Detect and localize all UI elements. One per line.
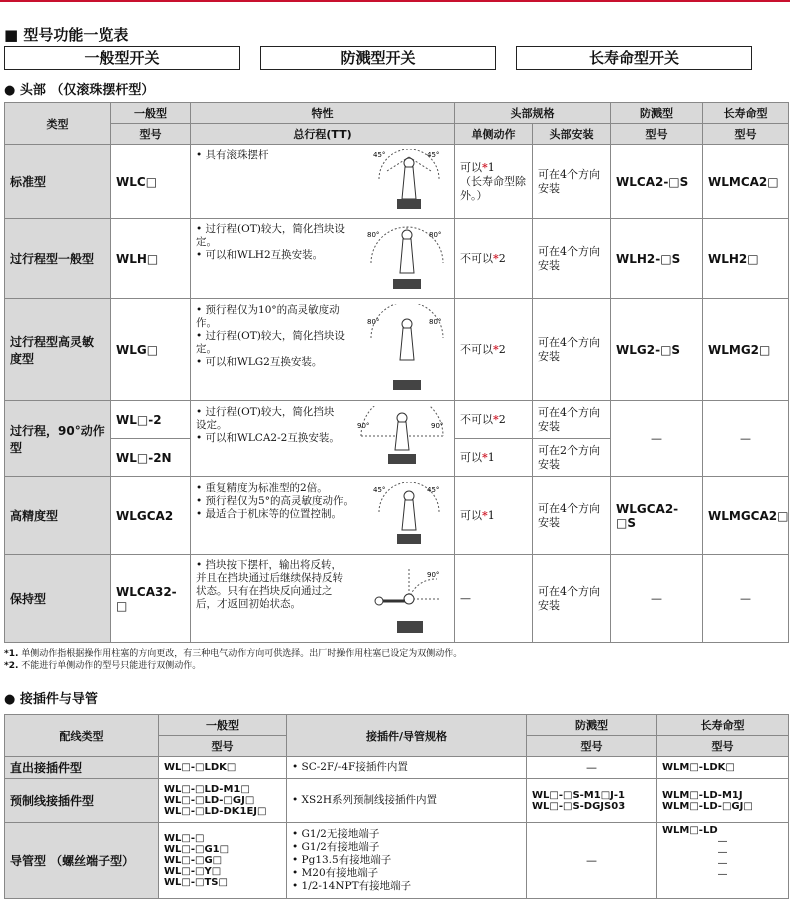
row-feature bbox=[191, 219, 455, 299]
spec-text: • XS2H系列预制线接插件内置 bbox=[287, 779, 527, 823]
table-row bbox=[5, 477, 789, 555]
row-feature bbox=[191, 401, 455, 477]
angle-right: 45° bbox=[427, 485, 440, 494]
table-row bbox=[5, 757, 789, 779]
h-mount: 头部安装 bbox=[533, 124, 611, 145]
table-row bbox=[5, 299, 789, 401]
general-switch-box: 一般型开关 bbox=[4, 46, 240, 70]
splash-switch-box: 防溅型开关 bbox=[260, 46, 496, 70]
angle-label: 90° bbox=[427, 570, 440, 579]
angle-left: 45° bbox=[373, 150, 386, 159]
row-feature bbox=[191, 555, 455, 643]
table-row bbox=[5, 823, 789, 899]
table-row bbox=[5, 555, 789, 643]
footnote-2: *2. 不能进行单侧动作的型号只能进行双侧动作。 bbox=[4, 661, 202, 671]
single-action: 不可以*2 bbox=[455, 219, 533, 299]
single-action: 不可以*2 bbox=[455, 299, 533, 401]
row-feature bbox=[191, 145, 455, 219]
splash-model: WLGCA2-□S bbox=[611, 477, 703, 555]
general-model: WL□-□LDK□ bbox=[159, 757, 287, 779]
h-long: 长寿命型 bbox=[657, 715, 789, 736]
row-model: WLGCA2 bbox=[111, 477, 191, 555]
table-row bbox=[5, 219, 789, 299]
single-action: 可以*1 bbox=[455, 439, 533, 477]
h-feature: 特性 bbox=[191, 103, 455, 124]
lever-diagram-icon bbox=[369, 559, 449, 639]
row-type: 标准型 bbox=[5, 145, 111, 219]
single-action: — bbox=[455, 555, 533, 643]
long-model: WLH2□ bbox=[703, 219, 789, 299]
angle-right: 80° bbox=[429, 317, 442, 326]
wiring-type: 导管型 （螺丝端子型） bbox=[5, 823, 159, 899]
long-model: WLMGCA2□ bbox=[703, 477, 789, 555]
lever-diagram-icon bbox=[369, 149, 449, 215]
row-model: WLC□ bbox=[111, 145, 191, 219]
h-splash: 防溅型 bbox=[527, 715, 657, 736]
h-long-sub: 型号 bbox=[703, 124, 789, 145]
lever-diagram-icon bbox=[365, 304, 449, 396]
wiring-type: 预制线接插件型 bbox=[5, 779, 159, 823]
table-row bbox=[5, 401, 789, 439]
feature-text: • 重复精度为标准型的2倍。 bbox=[196, 481, 328, 494]
angle-left: 45° bbox=[373, 485, 386, 494]
angle-right: 90° bbox=[431, 421, 444, 430]
single-action: 不可以*2 bbox=[455, 401, 533, 439]
spec-text: • G1/2无接地端子 • G1/2有接地端子 • Pg13.5有接地端子 • M20有接地端子 • 1/2-14NPT有接地端子 bbox=[287, 823, 527, 899]
row-feature bbox=[191, 299, 455, 401]
angle-left: 80° bbox=[367, 317, 380, 326]
row-feature bbox=[191, 477, 455, 555]
head-mount: 可在4个方向安装 bbox=[533, 145, 611, 219]
footnotes bbox=[4, 648, 462, 672]
feature-text: • 预行程仅为10°的高灵敏度动作。 bbox=[196, 303, 340, 329]
h-general-sub: 型号 bbox=[159, 736, 287, 757]
row-model: WL□-2 bbox=[111, 401, 191, 439]
splash-model: WLG2-□S bbox=[611, 299, 703, 401]
splash-model: WLCA2-□S bbox=[611, 145, 703, 219]
footnote-1: *1. 单侧动作指根据操作用柱塞的方向更改，有三种电气动作方向可供选择。出厂时操作用柱塞已设定为双侧动作。 bbox=[4, 649, 463, 659]
connector-table bbox=[4, 714, 789, 899]
row-model: WLCA32-□ bbox=[111, 555, 191, 643]
long-model: — bbox=[703, 401, 789, 477]
lever-diagram-icon bbox=[355, 406, 449, 472]
head-mount: 可在4个方向安装 bbox=[533, 299, 611, 401]
feature-text: • 可以和WLCA2-2互换安装。 bbox=[196, 431, 340, 444]
table-row bbox=[5, 145, 789, 219]
lever-diagram-icon bbox=[369, 482, 449, 550]
feature-text: • 预行程仅为5°的高灵敏度动作。 bbox=[196, 494, 354, 507]
splash-model: WLH2-□S bbox=[611, 219, 703, 299]
general-model: WL□-□ WL□-□G1□ WL□-□G□ WL□-□Y□ WL□-□TS□ bbox=[159, 823, 287, 899]
splash-model: — bbox=[611, 401, 703, 477]
page-title: ■ 型号功能一览表 bbox=[4, 26, 129, 44]
head-mount: 可在4个方向安装 bbox=[533, 219, 611, 299]
h-single: 单侧动作 bbox=[455, 124, 533, 145]
angle-right: 80° bbox=[429, 230, 442, 239]
row-model: WLG□ bbox=[111, 299, 191, 401]
long-model: WLMCA2□ bbox=[703, 145, 789, 219]
h-wiring: 配线类型 bbox=[5, 715, 159, 757]
row-type: 过行程型一般型 bbox=[5, 219, 111, 299]
long-model: — bbox=[703, 555, 789, 643]
h-splash-sub: 型号 bbox=[611, 124, 703, 145]
top-rule bbox=[0, 0, 790, 2]
angle-left: 90° bbox=[357, 421, 370, 430]
row-model: WL□-2N bbox=[111, 439, 191, 477]
long-model: WLM□-LD-M1J WLM□-LD-□GJ□ bbox=[657, 779, 789, 823]
h-general: 一般型 bbox=[159, 715, 287, 736]
single-action: 可以*1 bbox=[455, 477, 533, 555]
splash-model: WL□-□S-M1□J-1 WL□-□S-DGJS03 bbox=[527, 779, 657, 823]
row-type: 保持型 bbox=[5, 555, 111, 643]
angle-left: 80° bbox=[367, 230, 380, 239]
splash-model: — bbox=[527, 823, 657, 899]
h-head: 头部规格 bbox=[455, 103, 611, 124]
h-type: 类型 bbox=[5, 103, 111, 145]
splash-model: — bbox=[527, 757, 657, 779]
long-model: WLM□-LD — — — — bbox=[657, 823, 789, 899]
section-connector: ● 接插件与导管 bbox=[4, 692, 98, 707]
longlife-switch-box: 长寿命型开关 bbox=[516, 46, 752, 70]
feature-text: • 最适合于机床等的位置控制。 bbox=[196, 507, 343, 520]
single-action: 可以*1 （长寿命型除外。） bbox=[455, 145, 533, 219]
section-head: ● 头部 （仅滚珠摆杆型） bbox=[4, 83, 155, 98]
h-general: 一般型 bbox=[111, 103, 191, 124]
angle-right: 45° bbox=[427, 150, 440, 159]
feature-text: • 具有滚珠摆杆 bbox=[196, 148, 269, 161]
feature-text: • 可以和WLH2互换安装。 bbox=[196, 248, 324, 261]
splash-model: — bbox=[611, 555, 703, 643]
wiring-type: 直出接插件型 bbox=[5, 757, 159, 779]
h-splash: 防溅型 bbox=[611, 103, 703, 124]
feature-text: • 过行程(OT)较大，简化挡块设定。 bbox=[196, 405, 335, 431]
feature-text: • 过行程(OT)较大，简化挡块设定。 bbox=[196, 222, 345, 248]
h-long: 长寿命型 bbox=[703, 103, 789, 124]
long-model: WLM□-LDK□ bbox=[657, 757, 789, 779]
row-model: WLH□ bbox=[111, 219, 191, 299]
feature-text: • 过行程(OT)较大，简化挡块设定。 bbox=[196, 329, 345, 355]
row-type: 高精度型 bbox=[5, 477, 111, 555]
general-model: WL□-□LD-M1□ WL□-□LD-□GJ□ WL□-□LD-DK1EJ□ bbox=[159, 779, 287, 823]
h-splash-sub: 型号 bbox=[527, 736, 657, 757]
spec-text: • SC-2F/-4F接插件内置 bbox=[287, 757, 527, 779]
lever-diagram-icon bbox=[365, 223, 449, 295]
head-table bbox=[4, 102, 789, 643]
h-general-sub: 型号 bbox=[111, 124, 191, 145]
head-mount: 可在4个方向安装 bbox=[533, 477, 611, 555]
head-mount: 可在4个方向安装 bbox=[533, 555, 611, 643]
feature-text: • 挡块按下摆杆，输出将反转，并且在挡块通过后继续保持反转状态。只有在挡块反向通过之后，才返回初始状态。 bbox=[196, 558, 343, 610]
head-mount: 可在2个方向安装 bbox=[533, 439, 611, 477]
h-feature-sub: 总行程(TT) bbox=[191, 124, 455, 145]
row-type: 过行程型高灵敏度型 bbox=[5, 299, 111, 401]
table-row bbox=[5, 779, 789, 823]
feature-text: • 可以和WLG2互换安装。 bbox=[196, 355, 323, 368]
h-long-sub: 型号 bbox=[657, 736, 789, 757]
head-mount: 可在4个方向安装 bbox=[533, 401, 611, 439]
long-model: WLMG2□ bbox=[703, 299, 789, 401]
row-type: 过行程，90°动作型 bbox=[5, 401, 111, 477]
h-spec: 接插件/导管规格 bbox=[287, 715, 527, 757]
